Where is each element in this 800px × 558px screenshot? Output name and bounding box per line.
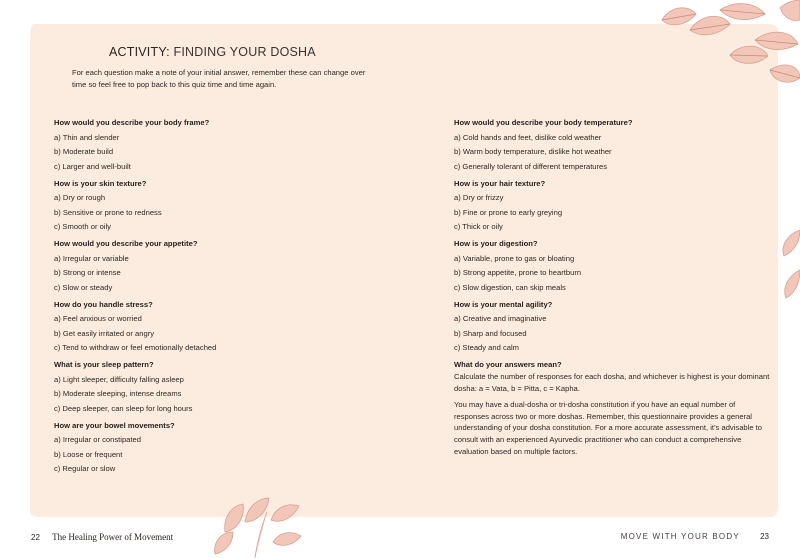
question-heading: How would you describe your body temperature? bbox=[454, 118, 633, 127]
answer-option: a) Light sleeper, difficulty falling asleep bbox=[54, 374, 184, 384]
answer-option: a) Irregular or constipated bbox=[54, 435, 141, 444]
question-heading: How is your hair texture? bbox=[454, 178, 546, 188]
answer-option: c) Regular or slow bbox=[54, 464, 116, 473]
question-block bbox=[54, 421, 384, 475]
question-heading: How do you handle stress? bbox=[54, 299, 153, 309]
answer-option: b) Get easily irritated or angry bbox=[54, 328, 155, 338]
answer-option: c) Larger and well-built bbox=[54, 161, 131, 171]
page-title-rest: FINDING YOUR DOSHA bbox=[173, 45, 316, 59]
question-block bbox=[454, 239, 774, 293]
answer-option: a) Irregular or variable bbox=[54, 253, 129, 263]
answer-option: a) Dry or rough bbox=[54, 193, 106, 202]
answer-option: b) Sharp and focused bbox=[454, 328, 527, 338]
answer-option: a) Feel anxious or worried bbox=[54, 314, 142, 323]
leaf-decoration-right-edge-icon bbox=[770, 220, 800, 330]
page-number-left: 22 bbox=[31, 533, 40, 542]
leaf-decoration-top-right-icon bbox=[660, 0, 800, 110]
answers-heading: What do your answers mean? bbox=[454, 360, 562, 369]
question-block bbox=[454, 179, 774, 233]
question-heading: How is your skin texture? bbox=[54, 178, 147, 188]
book-title: The Healing Power of Movement bbox=[52, 532, 174, 542]
right-question-column bbox=[454, 118, 774, 464]
footer-right bbox=[621, 532, 769, 541]
page-number-right: 23 bbox=[760, 532, 769, 541]
answer-option: c) Slow or steady bbox=[54, 282, 113, 292]
answer-option: a) Variable, prone to gas or bloating bbox=[454, 253, 575, 263]
question-heading: How would you describe your appetite? bbox=[54, 239, 198, 248]
question-heading: How is your digestion? bbox=[454, 239, 538, 248]
question-heading: How are your bowel movements? bbox=[54, 420, 175, 430]
answer-option: c) Thick or oily bbox=[454, 222, 503, 231]
answer-option: a) Dry or frizzy bbox=[454, 193, 504, 202]
question-block bbox=[54, 360, 384, 414]
question-heading: What is your sleep pattern? bbox=[54, 360, 154, 369]
left-question-column bbox=[54, 118, 384, 481]
answer-option: c) Tend to withdraw or feel emotionally detached bbox=[54, 343, 217, 352]
question-block bbox=[54, 118, 384, 172]
answer-option: c) Deep sleeper, can sleep for long hours bbox=[54, 403, 193, 413]
leaf-decoration-bottom-icon bbox=[205, 492, 305, 558]
intro-paragraph: For each question make a note of your initial answer, remember these can change over time so feel free to pop back to this quiz time and time again. bbox=[72, 68, 366, 89]
question-heading: How would you describe your body frame? bbox=[54, 118, 210, 127]
question-heading: How is your mental agility? bbox=[454, 299, 553, 309]
answer-option: b) Strong or intense bbox=[54, 268, 121, 277]
answer-option: a) Creative and imaginative bbox=[454, 314, 547, 323]
section-title: MOVE WITH YOUR BODY bbox=[620, 532, 740, 541]
question-block bbox=[454, 118, 774, 172]
answer-option: a) Thin and slender bbox=[54, 132, 120, 142]
question-block bbox=[54, 239, 384, 293]
question-block bbox=[54, 300, 384, 354]
answer-option: c) Slow digestion, can skip meals bbox=[454, 282, 566, 292]
answer-option: b) Sensitive or prone to redness bbox=[54, 207, 162, 217]
answers-paragraph: You may have a dual-dosha or tri-dosha constitution if you have an equal number of responses across two or more doshas. Remember, this questionnaire provides a general understanding of your dosha constitution. For a more accurate assessment, it’s advisable to consult with an experienced Ayurvedic practitioner who can conduct a comprehensive evaluation based on multiple factors. bbox=[454, 400, 762, 456]
answer-option: b) Moderate sleeping, intense dreams bbox=[54, 389, 182, 398]
page-title bbox=[109, 45, 316, 59]
answer-option: b) Warm body temperature, dislike hot weather bbox=[454, 147, 612, 156]
footer-left bbox=[31, 532, 173, 542]
answer-option: b) Fine or prone to early greying bbox=[454, 207, 563, 217]
answers-paragraph: Calculate the number of responses for each dosha, and whichever is highest is your dominant dosha: a = Vata, b = Pitta, c = Kapha. bbox=[454, 372, 770, 393]
answers-explanation bbox=[454, 360, 774, 457]
page-title-lead: ACTIVITY: bbox=[109, 45, 170, 59]
question-block bbox=[454, 300, 774, 354]
answer-option: b) Strong appetite, prone to heartburn bbox=[454, 268, 582, 277]
answer-option: c) Steady and calm bbox=[454, 343, 519, 352]
answer-option: c) Smooth or oily bbox=[54, 222, 111, 231]
answer-option: b) Moderate build bbox=[54, 147, 114, 156]
answer-option: a) Cold hands and feet, dislike cold weather bbox=[454, 132, 602, 142]
answer-option: b) Loose or frequent bbox=[54, 449, 123, 459]
question-block bbox=[54, 179, 384, 233]
answer-option: c) Generally tolerant of different temperatures bbox=[454, 161, 608, 171]
